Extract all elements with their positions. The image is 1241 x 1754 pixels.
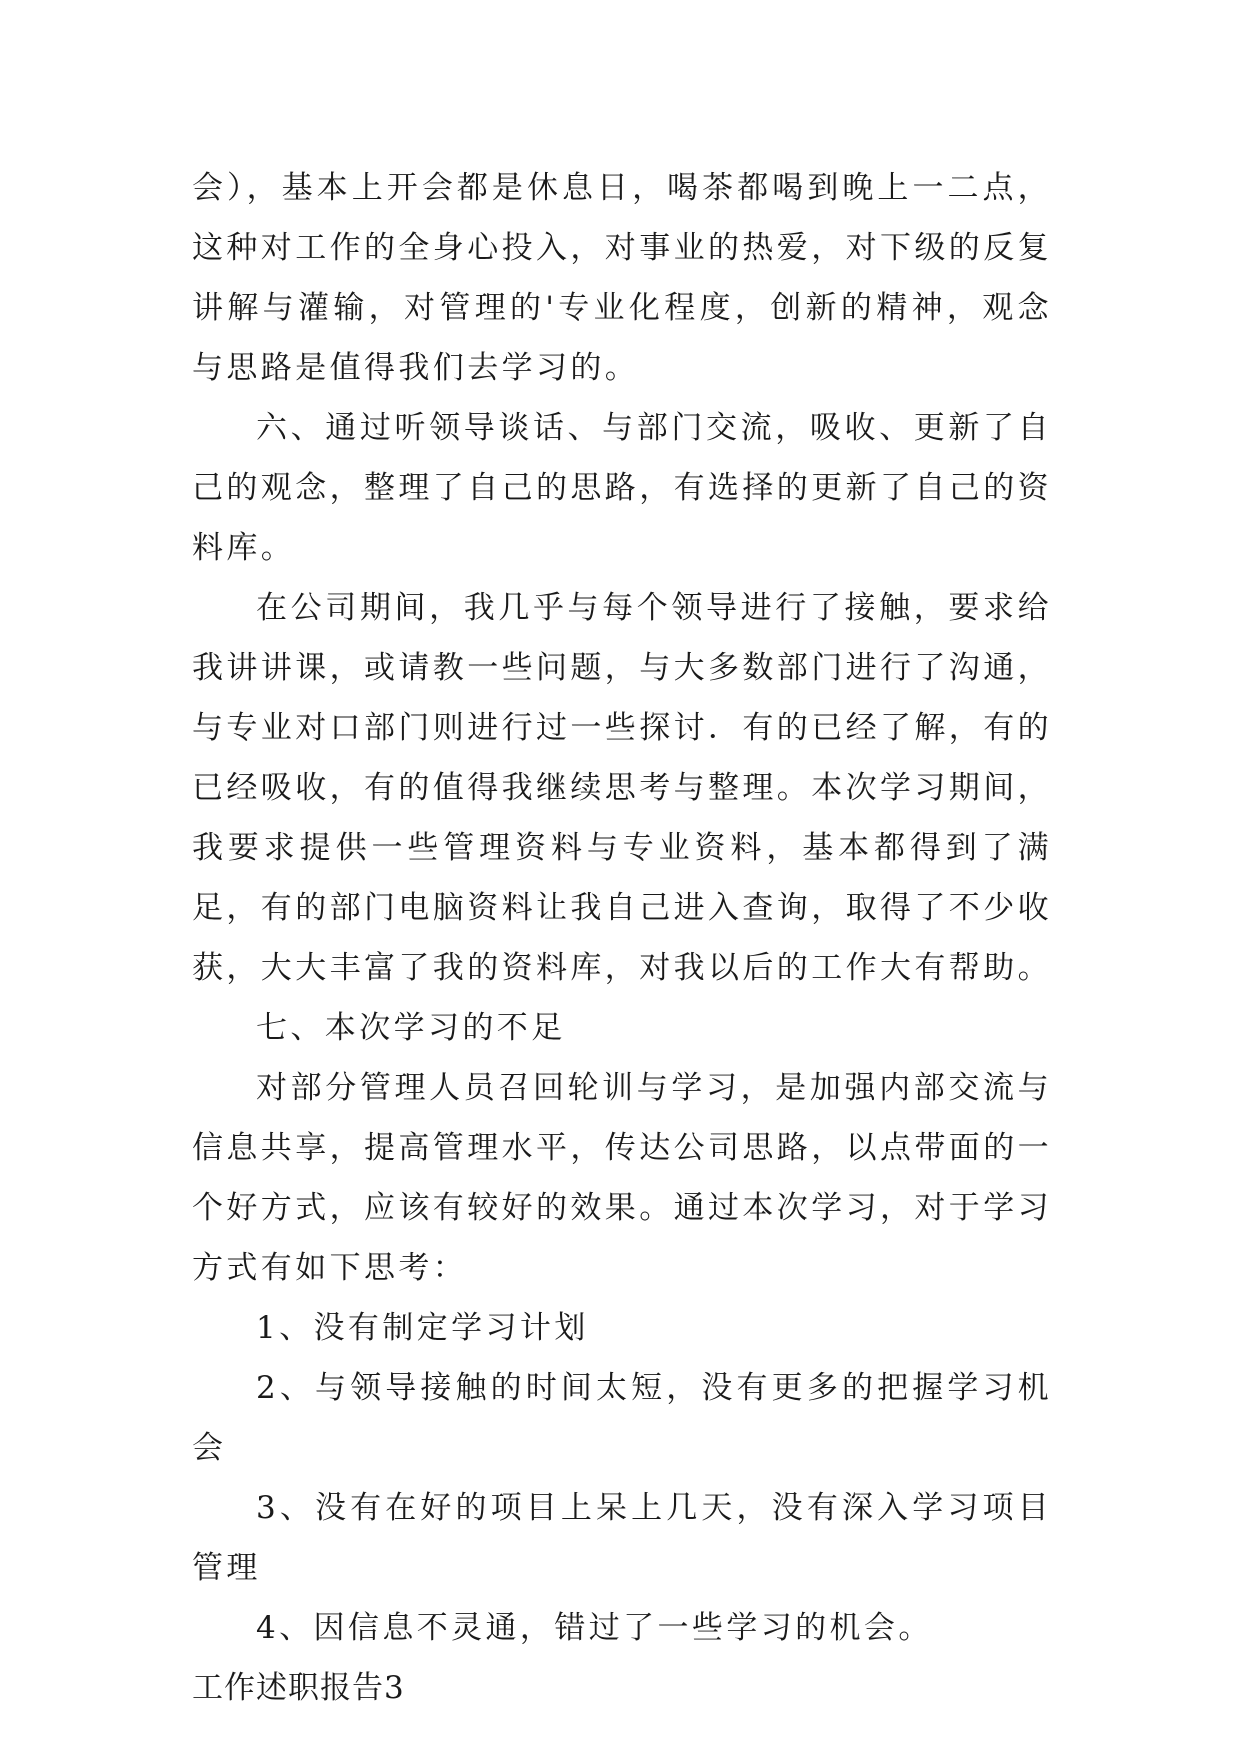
list-item-1: 1、没有制定学习计划 [256, 1310, 589, 1346]
document-body [192, 158, 1052, 1718]
paragraph-training-reflection: 对部分管理人员召回轮训与学习，是加强内部交流与信息共享，提高管理水平，传达公司思路，以点带面的一个好方式，应该有较好的效果。通过本次学习，对于学习方式有如下思考： [192, 1070, 1052, 1286]
paragraph-section-six: 六、通过听领导谈话、与部门交流，吸收、更新了自己的观念，整理了自己的思路，有选择的更新了自己的资料库。 [192, 410, 1052, 566]
list-item-4: 4、因信息不灵通，错过了一些学习的机会。 [256, 1610, 933, 1646]
paragraph-company-period: 在公司期间，我几乎与每个领导进行了接触，要求给我讲讲课，或请教一些问题，与大多数部门进行了沟通，与专业对口部门则进行过一些探讨．有的已经了解，有的已经吸收，有的值得我继续思考与整理。本次学习期间，我要求提供一些管理资料与专业资料，基本都得到了满足，有的部门电脑资料让我自己进入查询，取得了不少收获，大大丰富了我的资料库，对我以后的工作大有帮助。 [192, 590, 1052, 986]
list-item-2: 2、与领导接触的时间太短，没有更多的把握学习机会 [192, 1370, 1052, 1466]
list-item-3: 3、没有在好的项目上呆上几天，没有深入学习项目管理 [192, 1490, 1052, 1586]
paragraph-section-seven: 七、本次学习的不足 [256, 1010, 566, 1046]
section-heading: 工作述职报告3 [192, 1670, 405, 1706]
paragraph-continuation: 会），基本上开会都是休息日，喝茶都喝到晚上一二点，这种对工作的全身心投入，对事业的热爱，对下级的反复讲解与灌输，对管理的'专业化程度，创新的精神，观念与思路是值得我们去学习的。 [192, 170, 1052, 386]
